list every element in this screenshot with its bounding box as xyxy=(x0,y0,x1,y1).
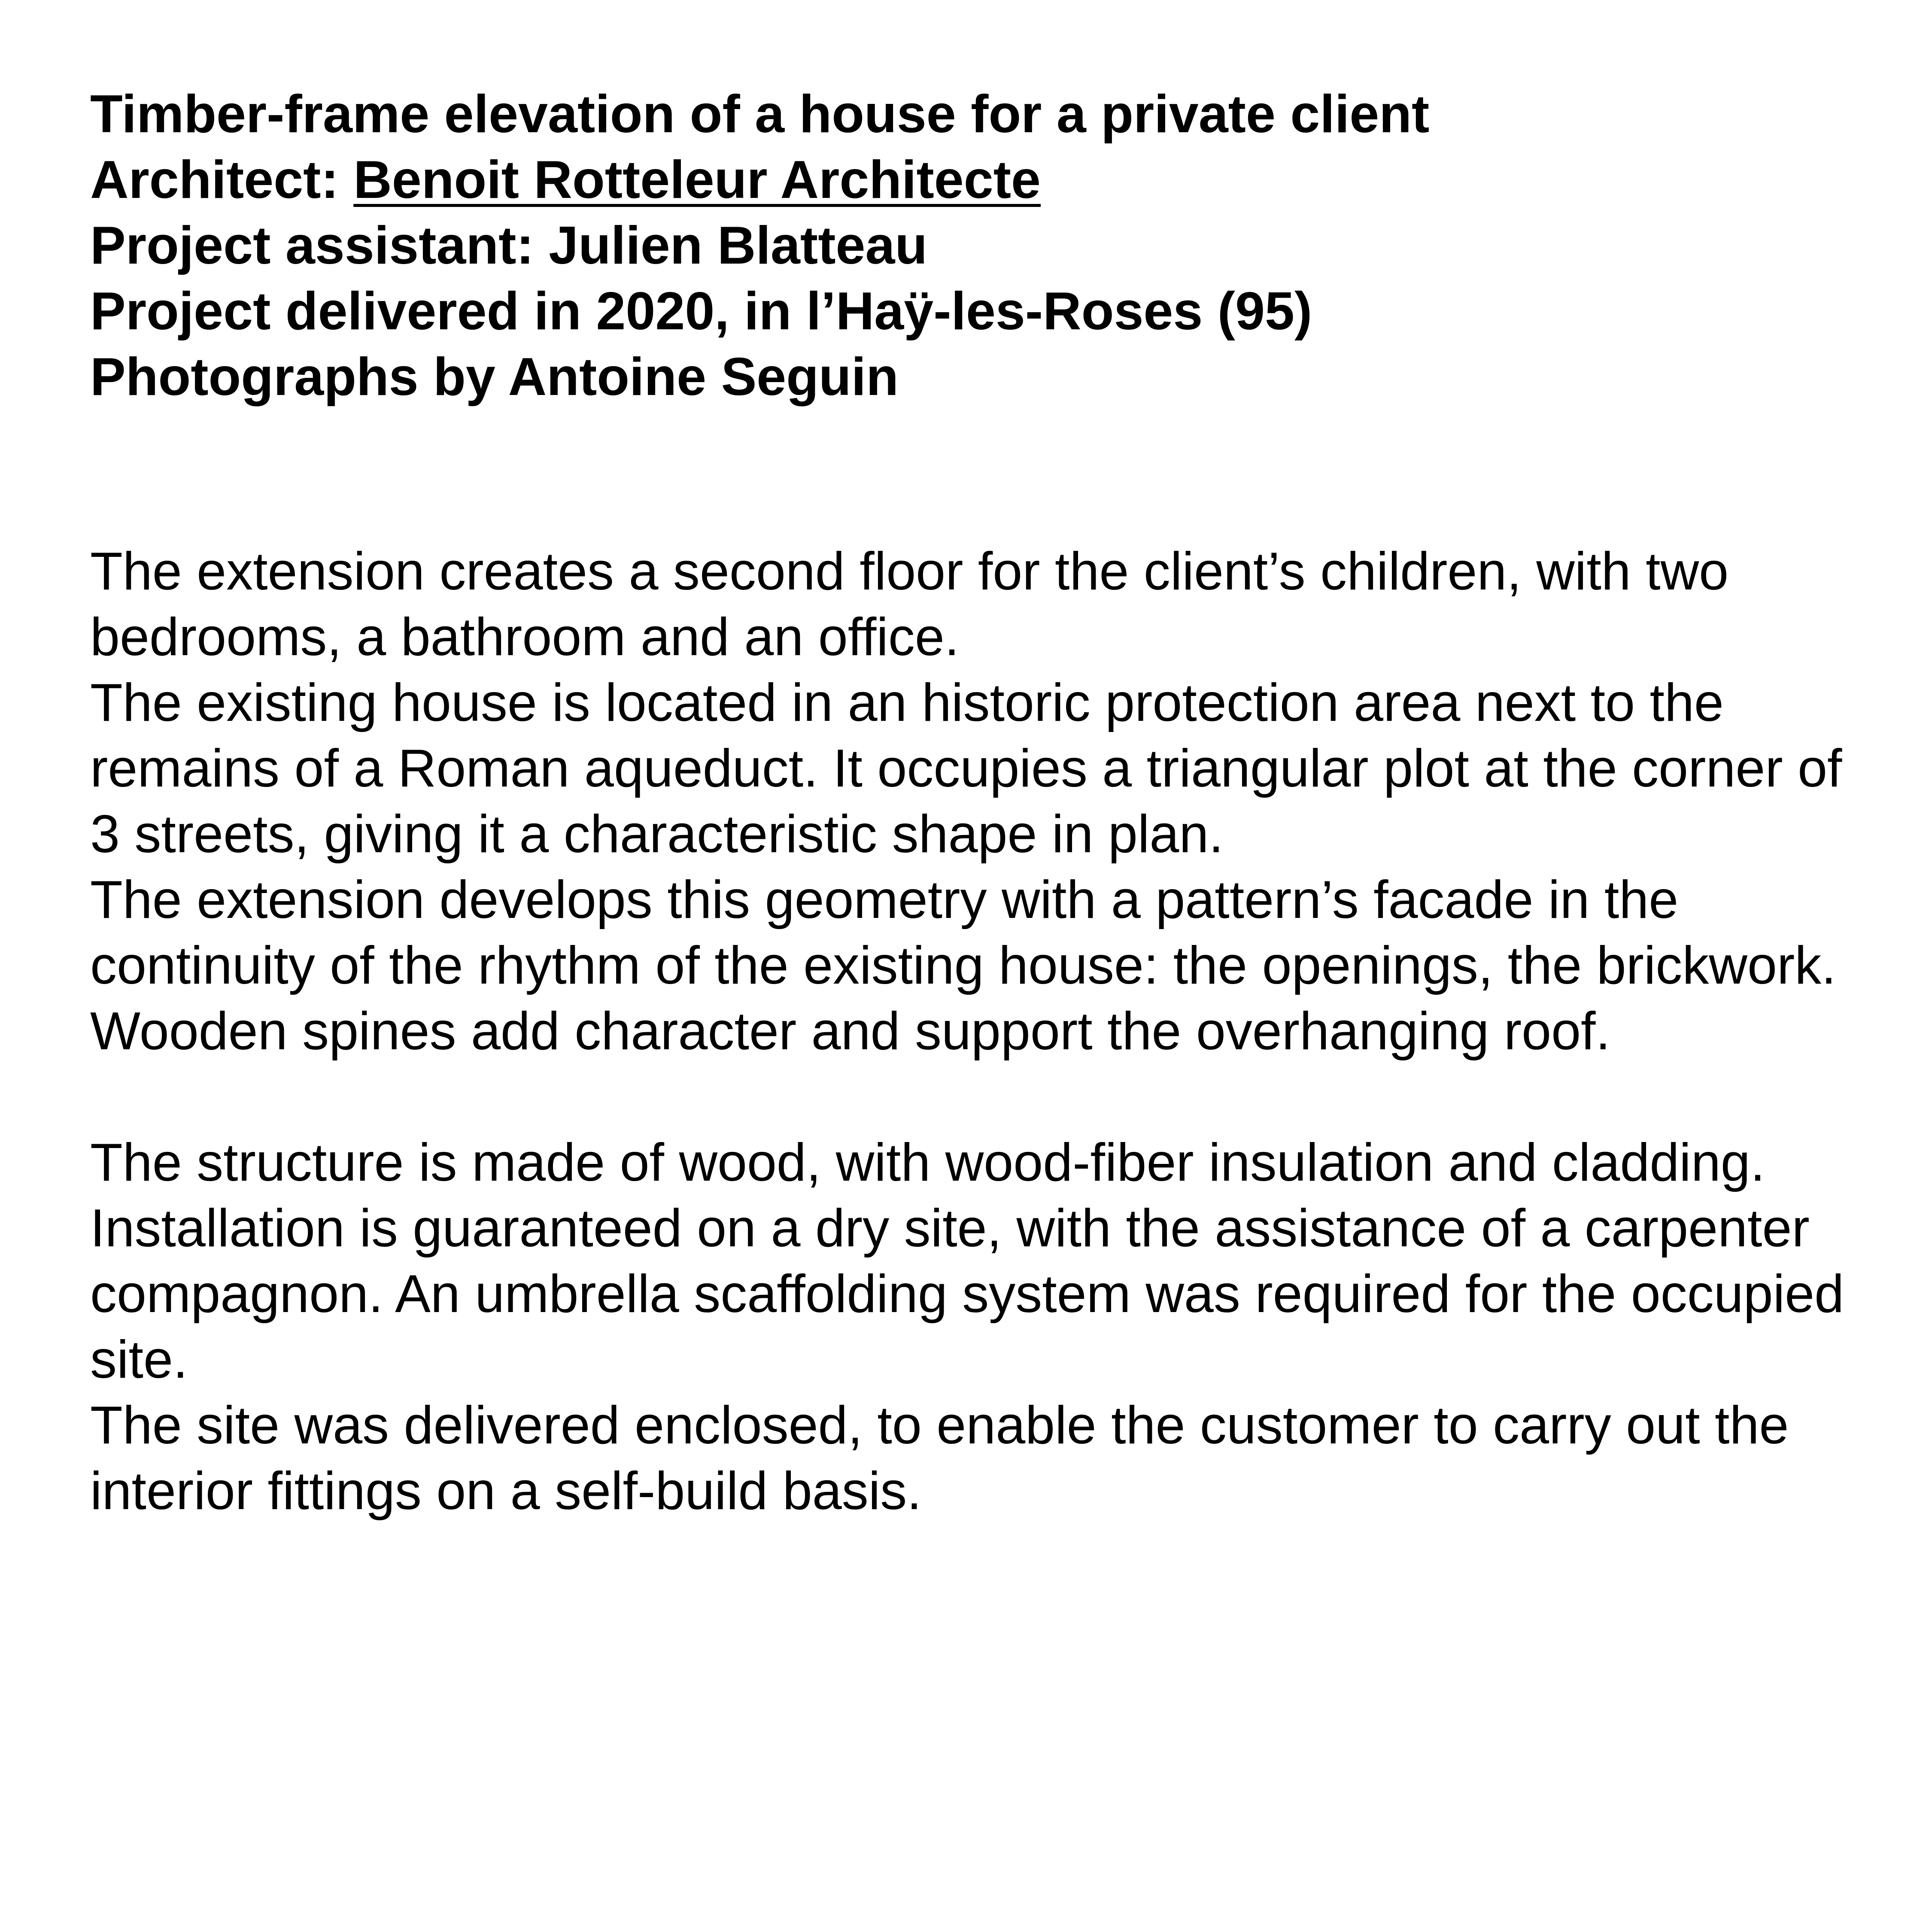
paragraph-site: The existing house is located in an historic protection area next to the remains of a Roman aqueduct. It occupies a triangular plot at the corner of 3 streets, giving it a characteristic shape in plan. xyxy=(90,673,1842,864)
architect-label: Architect: xyxy=(90,150,354,210)
paragraph-structure: The structure is made of wood, with wood-fiber insulation and cladding. Installation is guaranteed on a dry site, with the assistance of a carpenter compagnon. An umbrella scaffolding system was required for the occupied site. xyxy=(90,1133,1844,1389)
architect-link[interactable]: Benoit Rotteleur Architecte xyxy=(353,150,1041,210)
paragraph-extension: The extension creates a second floor for the client’s children, with two bedrooms, a bathroom and an office. xyxy=(90,542,1729,667)
paragraph-spacer xyxy=(90,1064,1859,1130)
photo-credit: Photographs by Antoine Seguin xyxy=(90,347,899,407)
delivery-info: Project delivered in 2020, in l’Haÿ-les-Roses (95) xyxy=(90,282,1312,341)
project-title: Timber-frame elevation of a house for a private client xyxy=(90,85,1430,144)
project-assistant: Project assistant: Julien Blatteau xyxy=(90,216,928,275)
project-description-page xyxy=(90,82,1859,1524)
architect-line xyxy=(90,147,1859,213)
paragraph-geometry: The extension develops this geometry with a pattern’s facade in the continuity of the rhythm of the existing house: the openings, the brickwork. Wooden spines add character and support the overhanging roof. xyxy=(90,870,1836,1061)
project-description xyxy=(90,539,1859,1524)
project-credits xyxy=(90,82,1859,410)
paragraph-delivery: The site was delivered enclosed, to enable the customer to carry out the interior fittings on a self-build basis. xyxy=(90,1396,1789,1521)
